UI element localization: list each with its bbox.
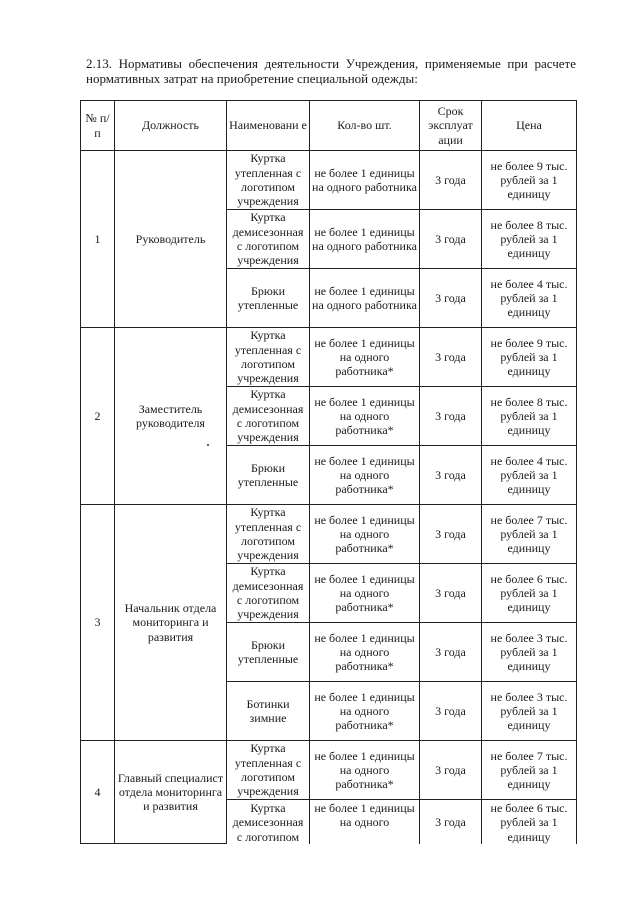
item-name: Куртка демисезонная с логотипом	[227, 800, 310, 844]
item-name: Куртка утепленная с логотипом учреждения	[227, 151, 310, 210]
header-term: Срок эксплуат ации	[420, 101, 482, 151]
item-qty: не более 1 единицы на одного работника	[310, 269, 420, 328]
header-qty: Кол-во шт.	[310, 101, 420, 151]
item-price: не более 3 тыс. рублей за 1 единицу	[482, 623, 577, 682]
section-heading	[86, 56, 576, 86]
item-term: 3 года	[420, 269, 482, 328]
item-name: Куртка демисезонная с логотипом учреждения	[227, 210, 310, 269]
position-cell: Начальник отдела мониторинга и развития	[115, 505, 227, 741]
position-cell: Главный специалист отдела мониторинга и развития	[115, 741, 227, 844]
item-term: 3 года	[420, 210, 482, 269]
row-number: 4	[81, 741, 115, 844]
item-name: Куртка утепленная с логотипом учреждения	[227, 505, 310, 564]
item-name: Ботинки зимние	[227, 682, 310, 741]
item-name: Брюки утепленные	[227, 623, 310, 682]
header-num: № п/п	[81, 101, 115, 151]
item-price: не более 9 тыс. рублей за 1 единицу	[482, 328, 577, 387]
row-number: 2	[81, 328, 115, 505]
item-name: Куртка утепленная с логотипом учреждения	[227, 328, 310, 387]
item-name: Брюки утепленные	[227, 269, 310, 328]
item-qty: не более 1 единицы на одного работника*	[310, 623, 420, 682]
item-qty: не более 1 единицы на одного работника*	[310, 682, 420, 741]
clothing-norms-table	[80, 100, 577, 844]
row-number: 3	[81, 505, 115, 741]
position-cell: Заместитель руководителя	[115, 328, 227, 505]
item-term: 3 года	[420, 505, 482, 564]
item-qty: не более 1 единицы на одного работника*	[310, 387, 420, 446]
item-qty: не более 1 единицы на одного работника*	[310, 446, 420, 505]
item-qty: не более 1 единицы на одного работника*	[310, 564, 420, 623]
item-price: не более 4 тыс. рублей за 1 единицу	[482, 446, 577, 505]
item-term: 3 года	[420, 446, 482, 505]
item-name: Куртка утепленная с логотипом учреждения	[227, 741, 310, 800]
item-term: 3 года	[420, 564, 482, 623]
item-price: не более 6 тыс. рублей за 1 единицу	[482, 800, 577, 844]
item-term: 3 года	[420, 800, 482, 844]
item-price: не более 8 тыс. рублей за 1 единицу	[482, 210, 577, 269]
item-price: не более 9 тыс. рублей за 1 единицу	[482, 151, 577, 210]
row-number: 1	[81, 151, 115, 328]
item-name: Куртка демисезонная с логотипом учреждения	[227, 564, 310, 623]
item-qty: не более 1 единицы на одного работника	[310, 151, 420, 210]
item-term: 3 года	[420, 328, 482, 387]
table-row	[81, 151, 577, 210]
item-price: не более 6 тыс. рублей за 1 единицу	[482, 564, 577, 623]
item-price: не более 7 тыс. рублей за 1 единицу	[482, 741, 577, 800]
header-position: Должность	[115, 101, 227, 151]
item-term: 3 года	[420, 682, 482, 741]
item-qty: не более 1 единицы на одного	[310, 800, 420, 844]
table-row	[81, 741, 577, 800]
table-row	[81, 505, 577, 564]
header-price: Цена	[482, 101, 577, 151]
item-qty: не более 1 единицы на одного работника*	[310, 505, 420, 564]
item-price: не более 7 тыс. рублей за 1 единицу	[482, 505, 577, 564]
item-term: 3 года	[420, 741, 482, 800]
table-row	[81, 328, 577, 387]
item-term: 3 года	[420, 151, 482, 210]
item-qty: не более 1 единицы на одного работника*	[310, 741, 420, 800]
item-term: 3 года	[420, 387, 482, 446]
table-header-row	[81, 101, 577, 151]
item-name: Куртка демисезонная с логотипом учреждения	[227, 387, 310, 446]
heading-line-1: 2.13. Нормативы обеспечения деятельности Учреждения, применяемые при расчете	[86, 56, 576, 71]
header-name: Наименовани е	[227, 101, 310, 151]
item-price: не более 8 тыс. рублей за 1 единицу	[482, 387, 577, 446]
item-price: не более 4 тыс. рублей за 1 единицу	[482, 269, 577, 328]
item-qty: не более 1 единицы на одного работника*	[310, 328, 420, 387]
scan-speck	[207, 444, 209, 446]
heading-line-2: нормативных затрат на приобретение специальной одежды:	[86, 71, 418, 86]
item-name: Брюки утепленные	[227, 446, 310, 505]
item-term: 3 года	[420, 623, 482, 682]
position-cell: Руководитель	[115, 151, 227, 328]
item-qty: не более 1 единицы на одного работника	[310, 210, 420, 269]
item-price: не более 3 тыс. рублей за 1 единицу	[482, 682, 577, 741]
